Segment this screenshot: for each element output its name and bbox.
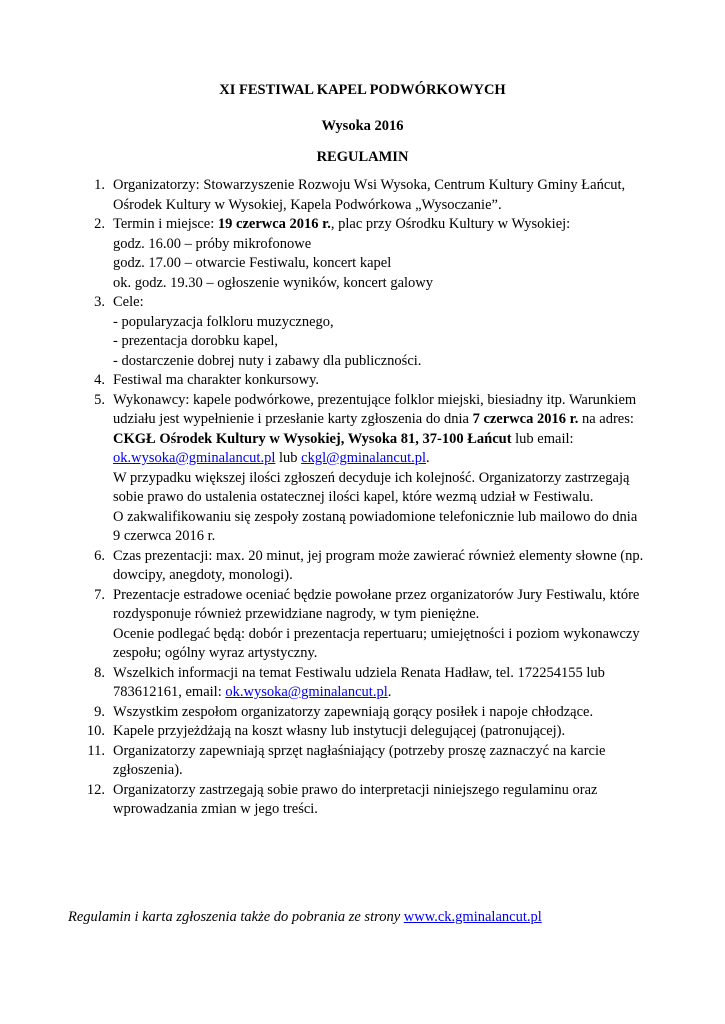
rule-text: - dostarczenie dobrej nuty i zabawy dla publiczności. xyxy=(113,352,422,369)
document-subtitle: Wysoka 2016 xyxy=(321,118,404,134)
rule-text: 783612161, email: ok.wysoka@gminalancut.pl. xyxy=(113,684,392,700)
rule-number: 8. xyxy=(94,664,105,681)
rule-text: W przypadku większej ilości zgłoszeń decyduje ich kolejność. Organizatorzy zastrzegają xyxy=(113,469,630,486)
rule-number: 5. xyxy=(94,391,105,408)
rule-text: zespołu; ogólny wyraz artystyczny. xyxy=(113,645,318,661)
rule-text: Wszystkim zespołom organizatorzy zapewniają gorący posiłek i napoje chłodzące. xyxy=(113,703,594,720)
rule-number: 12. xyxy=(86,781,105,798)
rule-text: ok. godz. 19.30 – ogłoszenie wyników, koncert galowy xyxy=(113,274,434,291)
rule-text: Organizatorzy zapewniają sprzęt nagłaśniający (potrzeby proszę zaznaczyć na karcie xyxy=(113,742,606,759)
footer-note xyxy=(68,908,668,928)
rule-text: Ośrodek Kultury w Wysokiej, Kapela Podwórkowa „Wysoczanie”. xyxy=(113,196,502,213)
rule-text: Wszelkich informacji na temat Festiwalu udziela Renata Hadław, tel. 172254155 lub xyxy=(113,664,605,681)
rule-text: Organizatorzy zastrzegają sobie prawo do interpretacji niniejszego regulaminu oraz xyxy=(113,781,598,798)
rule-item-4 xyxy=(83,371,653,391)
email-link-okwysoka[interactable]: ok.wysoka@gminalancut.pl xyxy=(113,450,276,466)
rule-text: wprowadzania zmian w jego treści. xyxy=(113,801,318,817)
rule-text: Wykonawcy: kapele podwórkowe, prezentujące folklor miejski, biesiadny itp. Warunkiem xyxy=(113,391,637,408)
email-link-ckgl[interactable]: ckgl@gminalancut.pl xyxy=(301,450,427,466)
rule-text: Kapele przyjeżdżają na koszt własny lub instytucji delegującej (patronującej). xyxy=(113,723,566,739)
rule-item-1 xyxy=(83,176,653,215)
rule-number: 9. xyxy=(94,703,105,720)
rule-text: Festiwal ma charakter konkursowy. xyxy=(113,372,320,388)
rule-item-6 xyxy=(83,547,653,586)
rule-item-9 xyxy=(83,703,653,723)
postal-address: CKGŁ Ośrodek Kultury w Wysokiej, Wysoka 81, 37-100 Łańcut xyxy=(113,430,512,447)
rule-text: Cele: xyxy=(113,294,144,310)
deadline-date: 7 czerwca 2016 r. xyxy=(472,411,579,427)
rule-number: 1. xyxy=(94,177,105,193)
rule-number: 6. xyxy=(94,547,105,564)
rule-text: zgłoszenia). xyxy=(113,762,183,778)
rule-number: 3. xyxy=(94,294,105,310)
rules-list xyxy=(83,176,653,820)
website-link[interactable]: www.ck.gminalancut.pl xyxy=(403,909,542,925)
rule-text: Prezentacje estradowe oceniać będzie powołane przez organizatorów Jury Festiwalu, które xyxy=(113,586,640,603)
rule-text: godz. 17.00 – otwarcie Festiwalu, koncert kapel xyxy=(113,255,392,271)
rule-text: sobie prawo do ustalenia ostatecznej ilości kapel, które wezmą udział w Festiwalu. xyxy=(113,489,594,505)
rule-item-3 xyxy=(83,293,653,371)
rule-text: Czas prezentacji: max. 20 minut, jej program może zawierać również elementy słowne (np. xyxy=(113,547,644,564)
rule-number: 7. xyxy=(94,586,105,603)
rule-item-2 xyxy=(83,215,653,293)
rule-text: udziału jest wypełnienie i przesłanie karty zgłoszenia do dnia 7 czerwca 2016 r. na adres: xyxy=(113,411,634,427)
rule-text: ok.wysoka@gminalancut.pl lub ckgl@gminalancut.pl. xyxy=(113,450,430,466)
email-link-contact[interactable]: ok.wysoka@gminalancut.pl xyxy=(225,684,388,700)
document-heading: REGULAMIN xyxy=(316,149,409,165)
rule-text: CKGŁ Ośrodek Kultury w Wysokiej, Wysoka 81, 37-100 Łańcut lub email: xyxy=(113,430,574,447)
rule-item-5 xyxy=(83,391,653,547)
rule-item-7 xyxy=(83,586,653,664)
rule-text: dowcipy, anegdoty, monologi). xyxy=(113,567,293,583)
rule-item-11 xyxy=(83,742,653,781)
rule-text: Termin i miejsce: 19 czerwca 2016 r., plac przy Ośrodku Kultury w Wysokiej: xyxy=(113,216,571,232)
rule-text: godz. 16.00 – próby mikrofonowe xyxy=(113,235,312,252)
rule-text: O zakwalifikowaniu się zespoły zostaną powiadomione telefonicznie lub mailowo do dnia xyxy=(113,508,638,525)
rule-number: 11. xyxy=(87,742,105,759)
rule-text: Ocenie podlegać będą: dobór i prezentacja repertuaru; umiejętności i poziom wykonawczy xyxy=(113,625,640,642)
event-date: 19 czerwca 2016 r. xyxy=(217,216,331,232)
rule-text: Organizatorzy: Stowarzyszenie Rozwoju Wsi Wysoka, Centrum Kultury Gminy Łańcut, xyxy=(113,177,626,193)
rule-number: 2. xyxy=(94,216,105,232)
document-title: XI FESTIWAL KAPEL PODWÓRKOWYCH xyxy=(219,82,506,98)
rule-number: 4. xyxy=(94,372,105,388)
rule-text: 9 czerwca 2016 r. xyxy=(113,528,216,544)
rule-text: rozdysponuje również przewidziane nagrody, w tym pieniężne. xyxy=(113,606,480,622)
rule-text: - prezentacja dorobku kapel, xyxy=(113,333,279,349)
rule-text: - popularyzacja folkloru muzycznego, xyxy=(113,313,334,330)
rule-item-8 xyxy=(83,664,653,703)
rule-number: 10. xyxy=(86,723,105,739)
rule-item-12 xyxy=(83,781,653,820)
footer-text: Regulamin i karta zgłoszenia także do pobrania ze strony xyxy=(68,909,404,925)
rule-item-10 xyxy=(83,722,653,742)
